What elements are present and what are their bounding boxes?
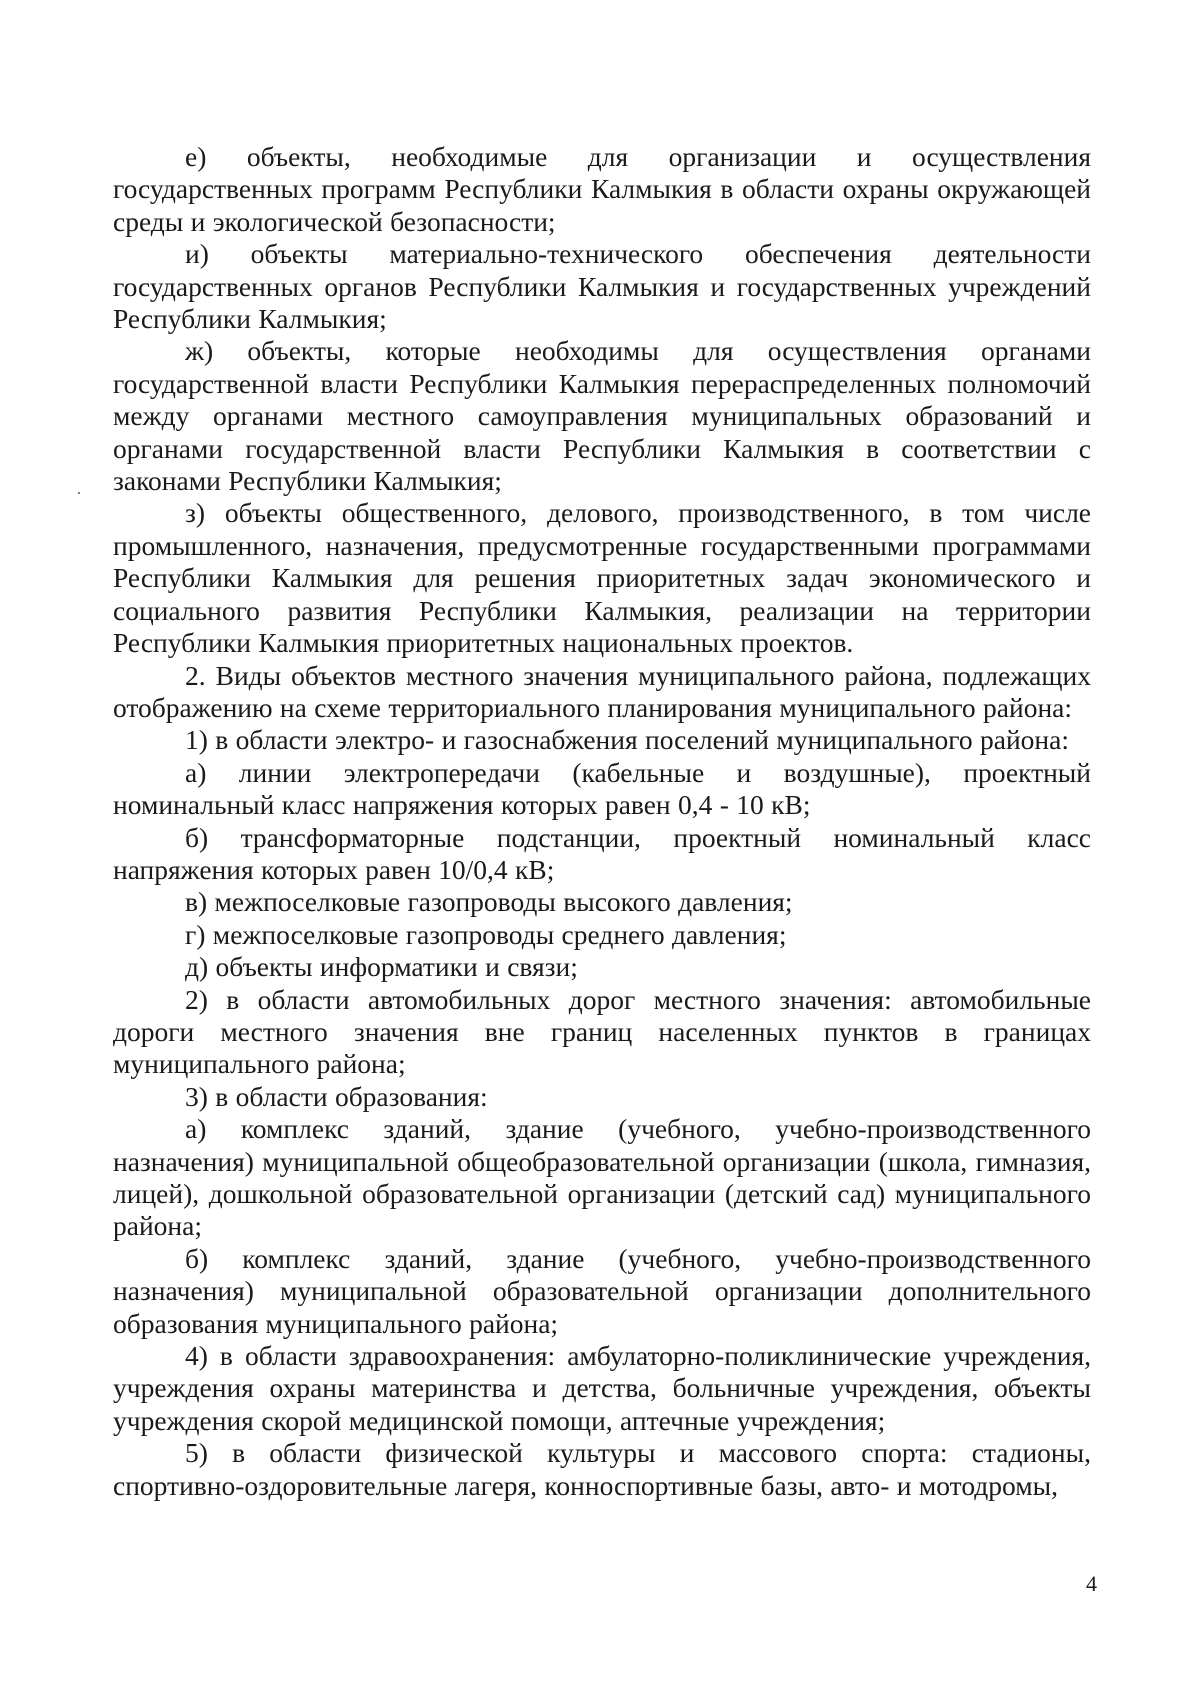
paragraph-b-additional-education: б) комплекс зданий, здание (учебного, учебно-производственного назначения) муниципальной образовательной организации дополнительного образования муниципального района; [113, 1242, 1091, 1339]
paragraph-3-education: 3) в области образования: [185, 1080, 488, 1112]
page-number: 4 [1086, 1571, 1097, 1596]
paragraph-2-municipal-objects: 2. Виды объектов местного значения муниципального района, подлежащих отображению на схеме территориального планирования муниципального района: [113, 659, 1091, 723]
paragraph-2-roads: 2) в области автомобильных дорог местного значения: автомобильные дороги местного значения вне границ населенных пунктов в границах муниципального района; [113, 983, 1091, 1080]
paragraph-v-high-pressure-gas: в) межпоселковые газопроводы высокого давления; [185, 886, 793, 918]
paragraph-4-healthcare: 4) в области здравоохранения: амбулаторно-поликлинические учреждения, учреждения охраны материнства и детства, больничные учреждения, объекты учреждения скорой медицинской помощи, аптечные учреждения; [113, 1340, 1091, 1436]
paragraph-b-substations: б) трансформаторные подстанции, проектный номинальный класс напряжения которых равен 10/0,4 кВ; [113, 821, 1091, 885]
scan-speck [78, 492, 80, 494]
paragraph-zh-redistributed-powers: ж) объекты, которые необходимы для осуществления органами государственной власти Республики Калмыкия перераспределенных полномочий между органами местного самоуправления муниципальных образований и органами государственной власти Республики Калмыкия в соответствии с законами Республики Калмыкия; [113, 335, 1091, 497]
document-body [113, 141, 1091, 1502]
paragraph-a-schools: а) комплекс зданий, здание (учебного, учебно-производственного назначения) муниципальной общеобразовательной организации (школа, гимназия, лицей), дошкольной образовательной организации (детский сад) муниципального района; [113, 1113, 1091, 1242]
paragraph-a-power-lines: а) линии электропередачи (кабельные и воздушные), проектный номинальный класс напряжения которых равен 0,4 - 10 кВ; [113, 756, 1091, 821]
paragraph-g-medium-pressure-gas: г) межпоселковые газопроводы среднего давления; [185, 918, 787, 950]
paragraph-1-power-gas: 1) в области электро- и газоснабжения поселений муниципального района: [185, 724, 1069, 756]
paragraph-d-informatics: д) объекты информатики и связи; [185, 951, 578, 983]
paragraph-e-environment: е) объекты, необходимые для организации и осуществления государственных программ Республики Калмыкия в области охраны окружающей среды и экологической безопасности; [113, 141, 1091, 237]
paragraph-z-public-business-objects: з) объекты общественного, делового, производственного, в том числе промышленного, назначения, предусмотренные государственными программами Республики Калмыкия для решения приоритетных задач экономического и социального развития Республики Калмыкия, реализации на территории Республики Калмыкия приоритетных национальных проектов. [113, 497, 1091, 659]
paragraph-5-sports: 5) в области физической культуры и массового спорта: стадионы, спортивно-оздоровительные лагеря, конноспортивные базы, авто- и мотодромы, [113, 1437, 1091, 1501]
paragraph-i-material-support: и) объекты материально-технического обеспечения деятельности государственных органов Республики Калмыкия и государственных учреждений Республики Калмыкия; [113, 238, 1091, 335]
